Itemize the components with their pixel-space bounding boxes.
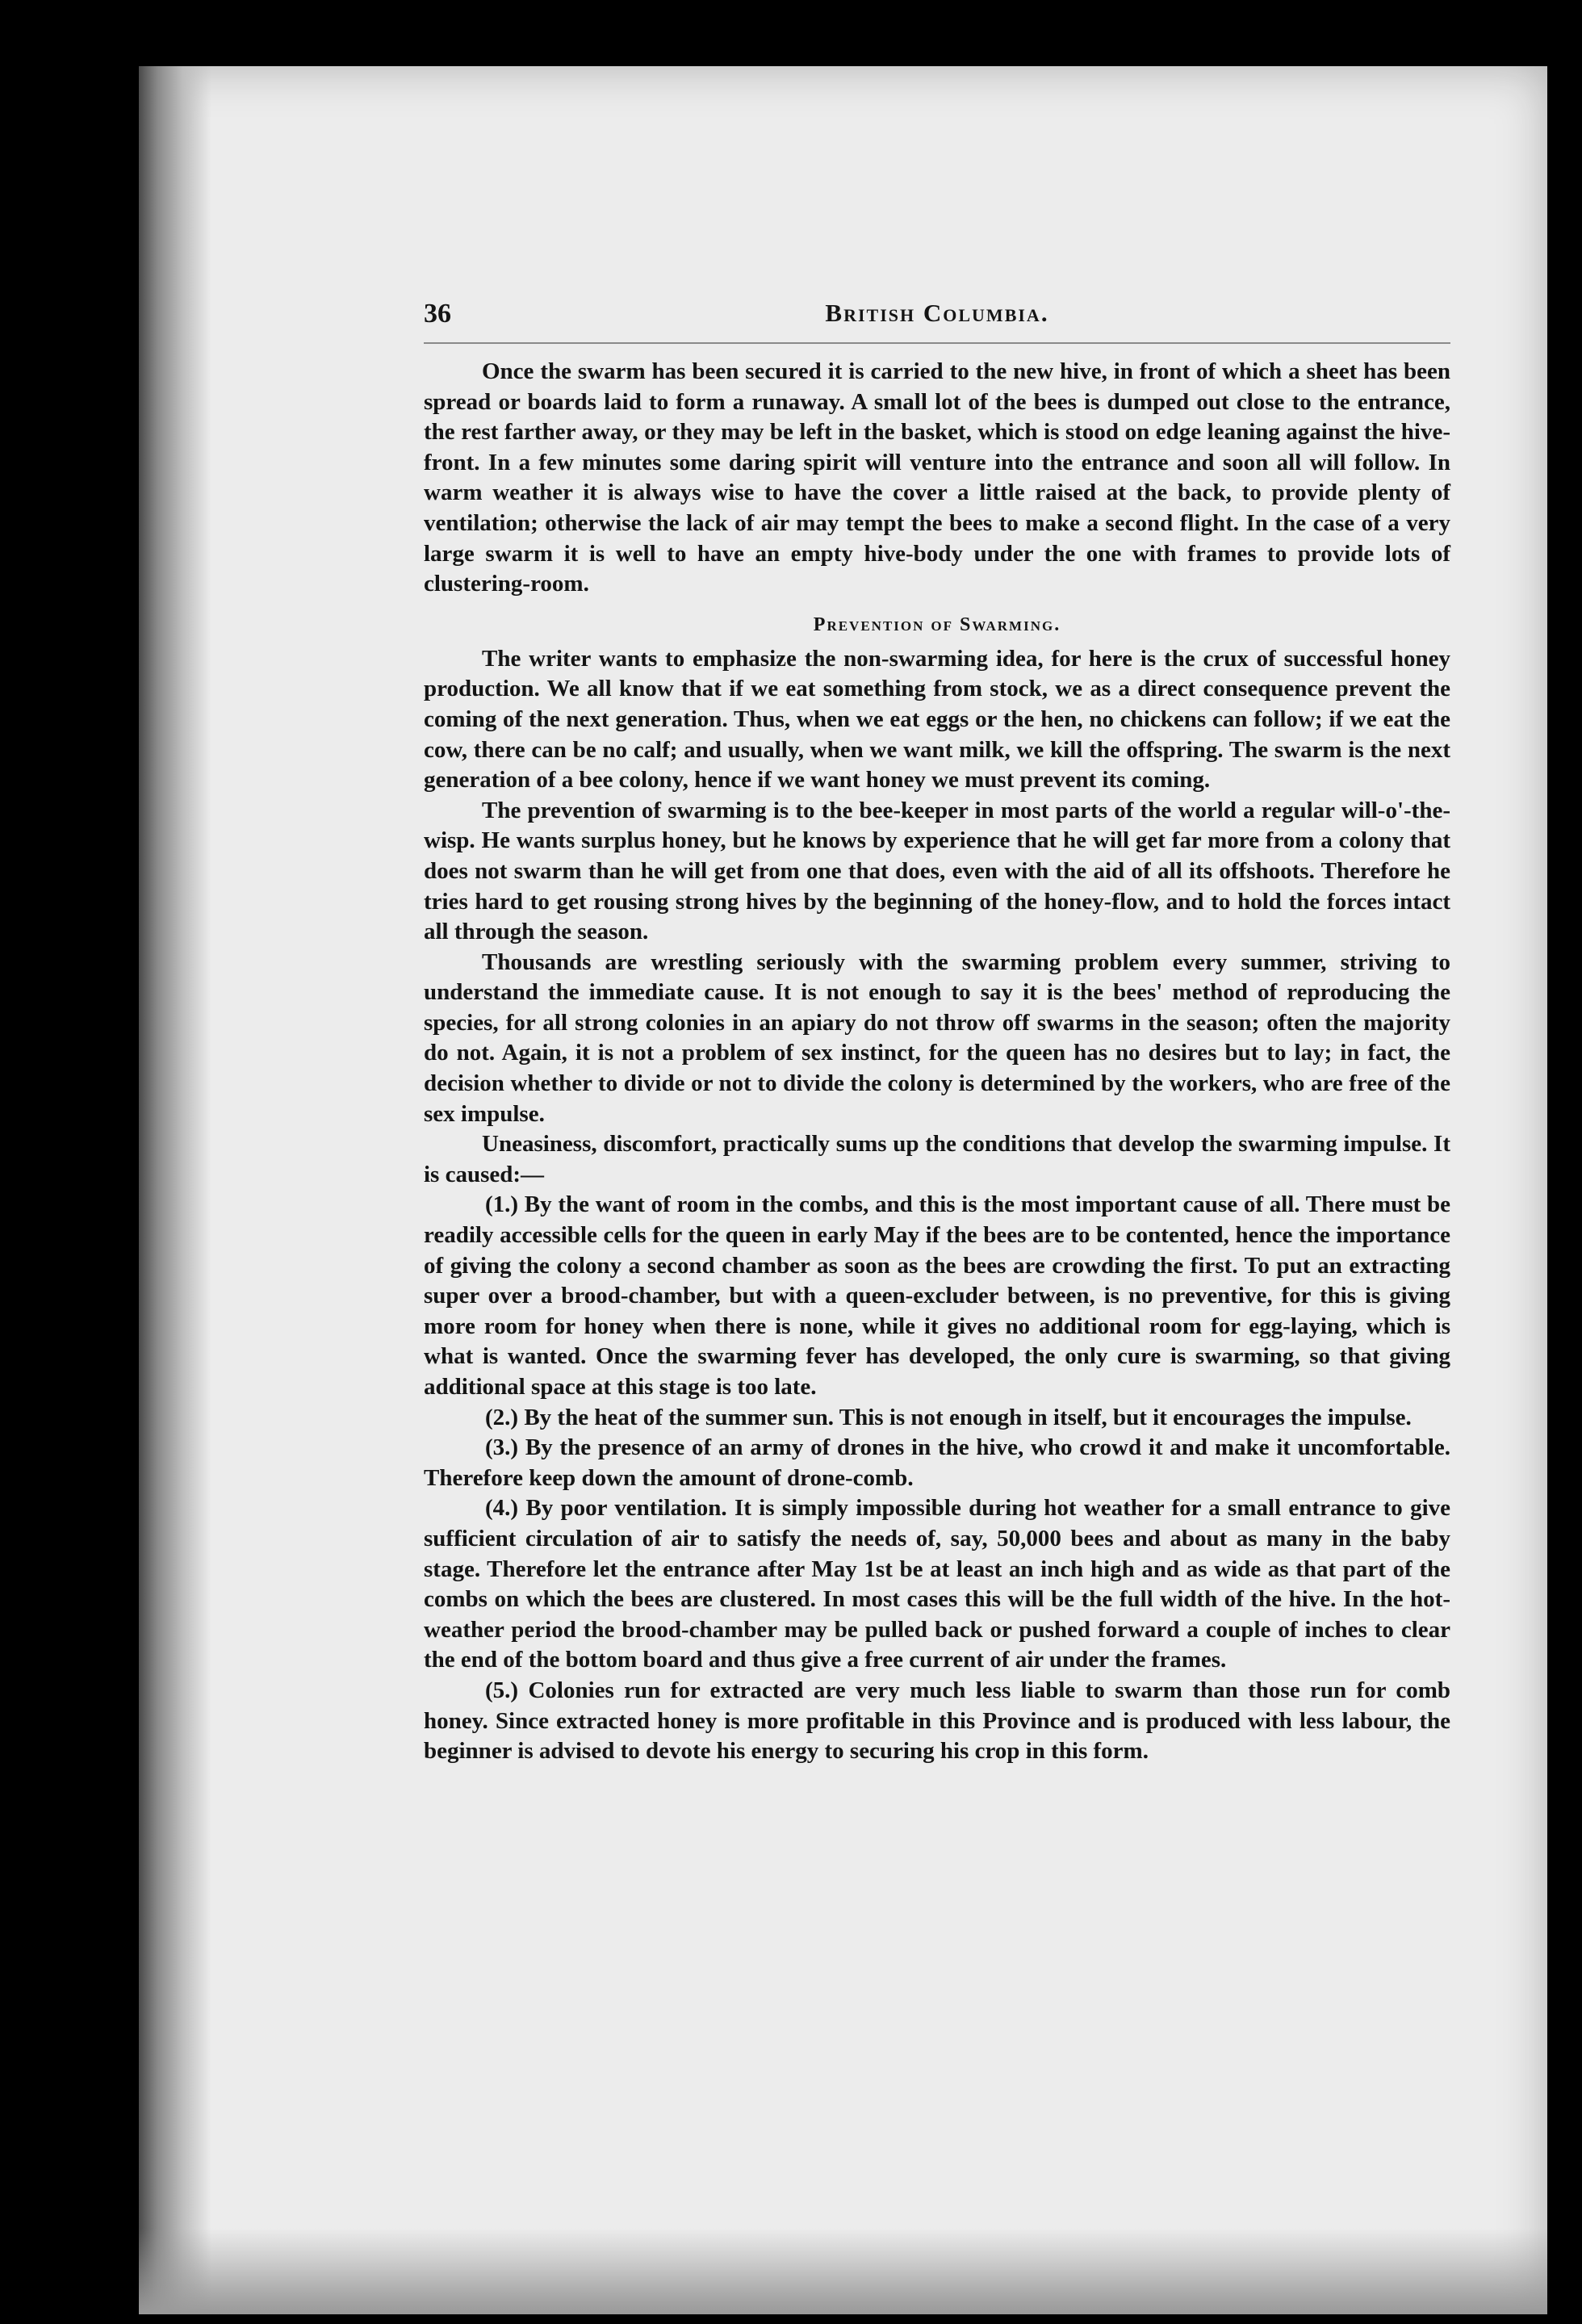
paragraph: Uneasiness, discomfort, practically sums up the conditions that develop the swarming impulse. It is caused:— [424, 1131, 1450, 1187]
page-content [424, 299, 1450, 1767]
cause-item: (4.) By poor ventilation. It is simply impossible during hot weather for a small entrance to give sufficient circulation of air to satisfy the needs of, say, 50,000 bees and about as many in the baby stage. Therefore let the entrance after May 1st be at least an inch high and as wide as that part of the combs on which the bees are clustered. In most cases this will be the full width of the hive. In the hot-weather period the brood-chamber may be pulled back or pushed forward a couple of inches to clear the end of the bottom board and thus give a free current of air under the frames. [424, 1495, 1450, 1673]
intro-paragraph: Once the swarm has been secured it is carried to the new hive, in front of which a sheet has been spread or boards laid to form a runaway. A small lot of the bees is dumped out close to the entrance, the rest farther away, or they may be left in the basket, which is stood on edge leaning against the hive-front. In a few minutes some daring spirit will venture into the entrance and soon all will follow. In warm weather it is always wise to have the cover a little raised at the back, to provide plenty of ventilation; otherwise the lack of air may tempt the bees to make a second flight. In the case of a very large swarm it is well to have an empty hive-body under the one with frames to provide lots of clustering-room. [424, 358, 1450, 597]
header-rule [424, 342, 1450, 344]
cause-item: (1.) By the want of room in the combs, and this is the most important cause of all. There must be readily accessible cells for the queen in early May if the bees are to be contented, hence the importance of giving the colony a second chamber as soon as the bees are crowding the first. To put an extracting super over a brood-chamber, but with a queen-excluder between, is no preventive, for this is giving more room for honey when there is none, while it gives no additional room for egg-laying, which is what is wanted. Once the swarming fever has developed, the only cure is swarming, so that giving additional space at this stage is too late. [424, 1191, 1450, 1400]
page-number: 36 [424, 299, 451, 329]
page-bottom-shadow [139, 2228, 1547, 2314]
page-binding-edge [139, 66, 211, 2314]
cause-item: (5.) Colonies run for extracted are very much less liable to swarm than those run for comb honey. Since extracted honey is more profitable in this Province and is produced with less labour, the beginner is advised to devote his energy to securing his crop in this form. [424, 1677, 1450, 1765]
paragraph: The prevention of swarming is to the bee-keeper in most parts of the world a regular will-o'-the-wisp. He wants surplus honey, but he knows by experience that he will get far more from a colony that does not swarm than he will get from one that does, even with the aid of all its offshoots. Therefore he tries hard to get rousing strong hives by the beginning of the honey-flow, and to hold the forces intact all through the season. [424, 797, 1450, 945]
paragraph: Thousands are wrestling seriously with the swarming problem every summer, striving to understand the immediate cause. It is not enough to say it is the bees' method of reproducing the species, for all strong colonies in an apiary do not throw off swarms in the season; often the majority do not. Again, it is not a problem of sex instinct, for the queen has no desires but to lay; in fact, the decision whether to divide or not to divide the colony is determined by the workers, who are free of the sex impulse. [424, 948, 1450, 1127]
running-head [424, 299, 1450, 336]
running-title: British Columbia. [825, 299, 1049, 327]
cause-item: (2.) By the heat of the summer sun. This is not enough in itself, but it encourages the impulse. [485, 1404, 1412, 1430]
cause-item: (3.) By the presence of an army of drones in the hive, who crowd it and make it uncomfortable. Therefore keep down the amount of drone-comb. [424, 1434, 1450, 1491]
section-heading: Prevention of Swarming. [813, 613, 1061, 635]
paragraph: The writer wants to emphasize the non-swarming idea, for here is the crux of successful honey production. We all know that if we eat something from stock, we as a direct consequence prevent the coming of the next generation. Thus, when we eat eggs or the hen, no chickens can follow; if we eat the cow, there can be no calf; and usually, when we want milk, we kill the offspring. The swarm is the next generation of a bee colony, hence if we want honey we must prevent its coming. [424, 645, 1450, 794]
